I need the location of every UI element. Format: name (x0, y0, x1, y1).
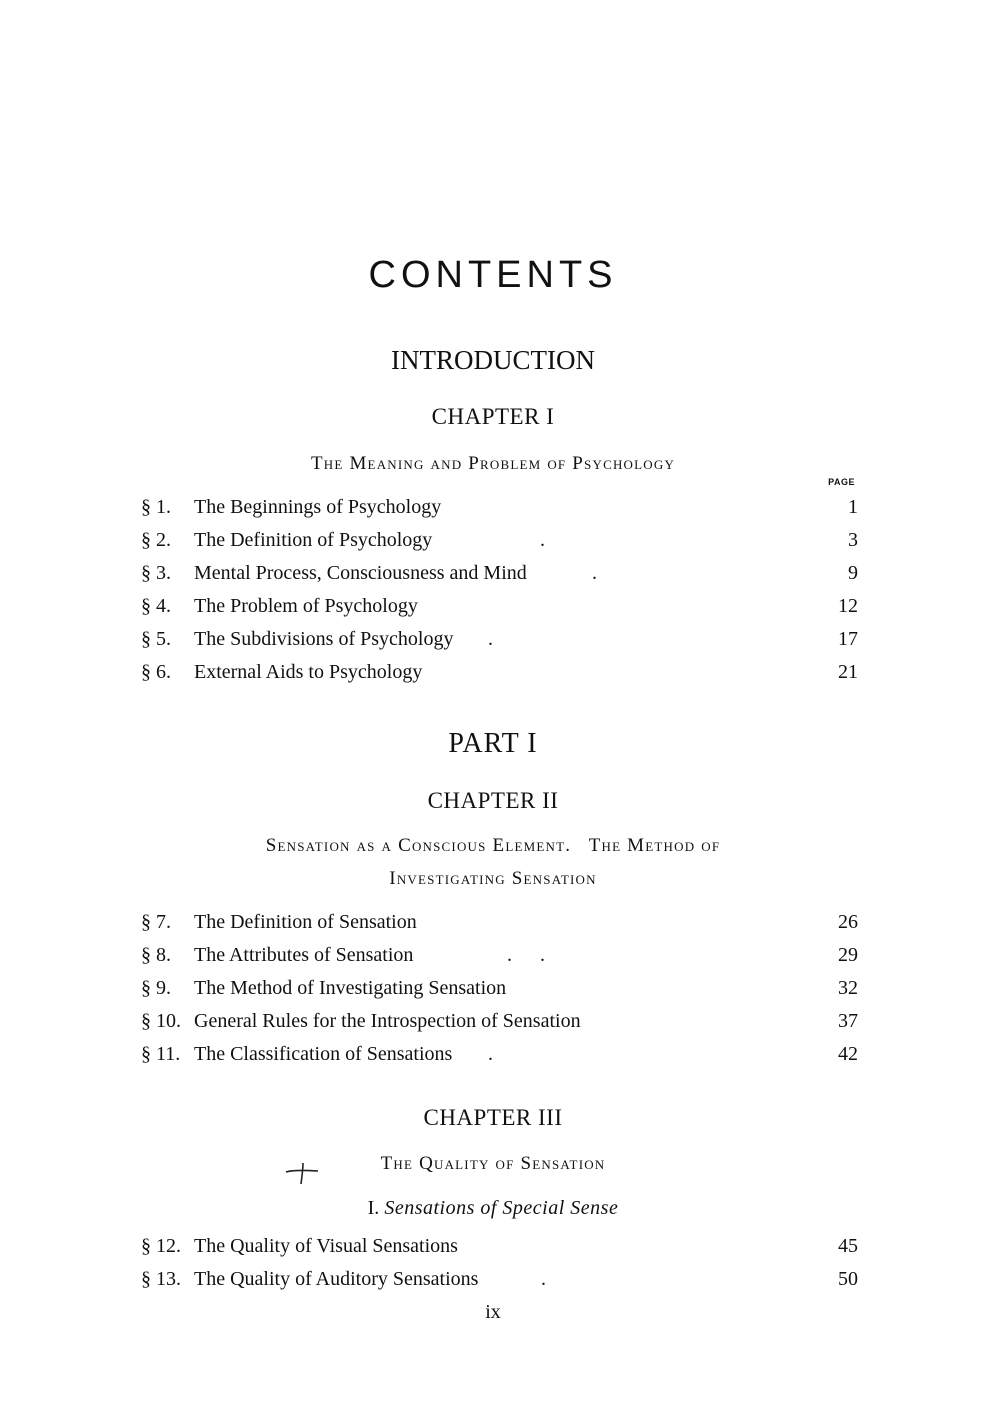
leader-dot: . (592, 562, 597, 584)
entry-title: The Classification of Sensations (194, 1043, 453, 1065)
chapter-2-heading: CHAPTER II (427, 788, 559, 813)
toc-entry[interactable] (0, 491, 1000, 524)
toc-entry[interactable] (0, 972, 1000, 1005)
section-heading-number: I. (367, 1197, 380, 1219)
toc-entry[interactable] (0, 557, 1000, 590)
chapter-2-subtitle-line-2: Investigating Sensation (389, 868, 597, 889)
part-1-heading: PART I (448, 728, 538, 759)
page-number: 1 (848, 496, 858, 518)
entry-title: The Subdivisions of Psychology (194, 628, 454, 650)
toc-entry[interactable] (0, 524, 1000, 557)
entry-title: General Rules for the Introspection of Sensation (194, 1010, 581, 1032)
page-number: 12 (838, 595, 858, 617)
page-folio: ix (485, 1301, 501, 1323)
chapter-2-subtitle-line-1: Sensation as a Conscious Element. The Method of (265, 835, 721, 856)
leader-dot: . (541, 1268, 546, 1290)
section-number: § 6. (141, 661, 171, 683)
section-number: § 4. (141, 595, 171, 617)
entry-title: The Quality of Auditory Sensations (194, 1268, 479, 1290)
toc-entry[interactable] (0, 1263, 1000, 1296)
page-column-label: PAGE (828, 477, 855, 487)
section-number: § 5. (141, 628, 171, 650)
toc-entry[interactable] (0, 1038, 1000, 1071)
section-number: § 3. (141, 562, 171, 584)
toc-entry[interactable] (0, 623, 1000, 656)
page-number: 32 (838, 977, 858, 999)
leader-dot: . (540, 529, 545, 551)
entry-title: The Attributes of Sensation (194, 944, 414, 966)
entry-title: The Method of Investigating Sensation (194, 977, 507, 999)
toc-entry[interactable] (0, 939, 1000, 972)
leader-dot: . (488, 1043, 493, 1065)
page-number: 21 (838, 661, 858, 683)
page-title: CONTENTS (368, 254, 618, 296)
section-number: § 9. (141, 977, 171, 999)
chapter-1-heading: CHAPTER I (431, 404, 555, 429)
section-number: § 7. (141, 911, 171, 933)
page-number: 37 (838, 1010, 858, 1032)
entry-title: Mental Process, Consciousness and Mind (194, 562, 527, 584)
page-number: 45 (838, 1235, 858, 1257)
page-number: 26 (838, 911, 858, 933)
section-number: § 12. (141, 1235, 181, 1257)
page-number: 17 (838, 628, 858, 650)
leader-dot: . (540, 944, 545, 966)
page-number: 3 (848, 529, 858, 551)
entry-title: The Definition of Psychology (194, 529, 433, 551)
section-number: § 11. (141, 1043, 181, 1065)
toc-entry[interactable] (0, 1005, 1000, 1038)
page-number: 50 (838, 1268, 858, 1290)
section-number: § 10. (141, 1010, 181, 1032)
section-heading-text: Sensations of Special Sense (384, 1197, 619, 1219)
introduction-heading: INTRODUCTION (391, 345, 595, 375)
toc-entry[interactable] (0, 1230, 1000, 1263)
section-number: § 8. (141, 944, 171, 966)
entry-title: The Definition of Sensation (194, 911, 417, 933)
entry-title: The Beginnings of Psychology (194, 496, 442, 518)
entry-title: The Problem of Psychology (194, 595, 418, 617)
section-number: § 13. (141, 1268, 181, 1290)
page-number: 29 (838, 944, 858, 966)
page-number: 42 (838, 1043, 858, 1065)
leader-dot: . (507, 944, 512, 966)
section-number: § 1. (141, 496, 171, 518)
toc-entry[interactable] (0, 906, 1000, 939)
chapter-3-subtitle: The Quality of Sensation (380, 1153, 606, 1174)
toc-entry[interactable] (0, 590, 1000, 623)
section-heading (0, 1194, 986, 1222)
entry-title: External Aids to Psychology (194, 661, 423, 683)
section-number: § 2. (141, 529, 171, 551)
chapter-1-subtitle: The Meaning and Problem of Psychology (310, 453, 676, 474)
leader-dot: . (488, 628, 493, 650)
entry-title: The Quality of Visual Sensations (194, 1235, 458, 1257)
chapter-3-heading: CHAPTER III (423, 1105, 563, 1130)
page-number: 9 (848, 562, 858, 584)
toc-entry[interactable] (0, 656, 1000, 689)
